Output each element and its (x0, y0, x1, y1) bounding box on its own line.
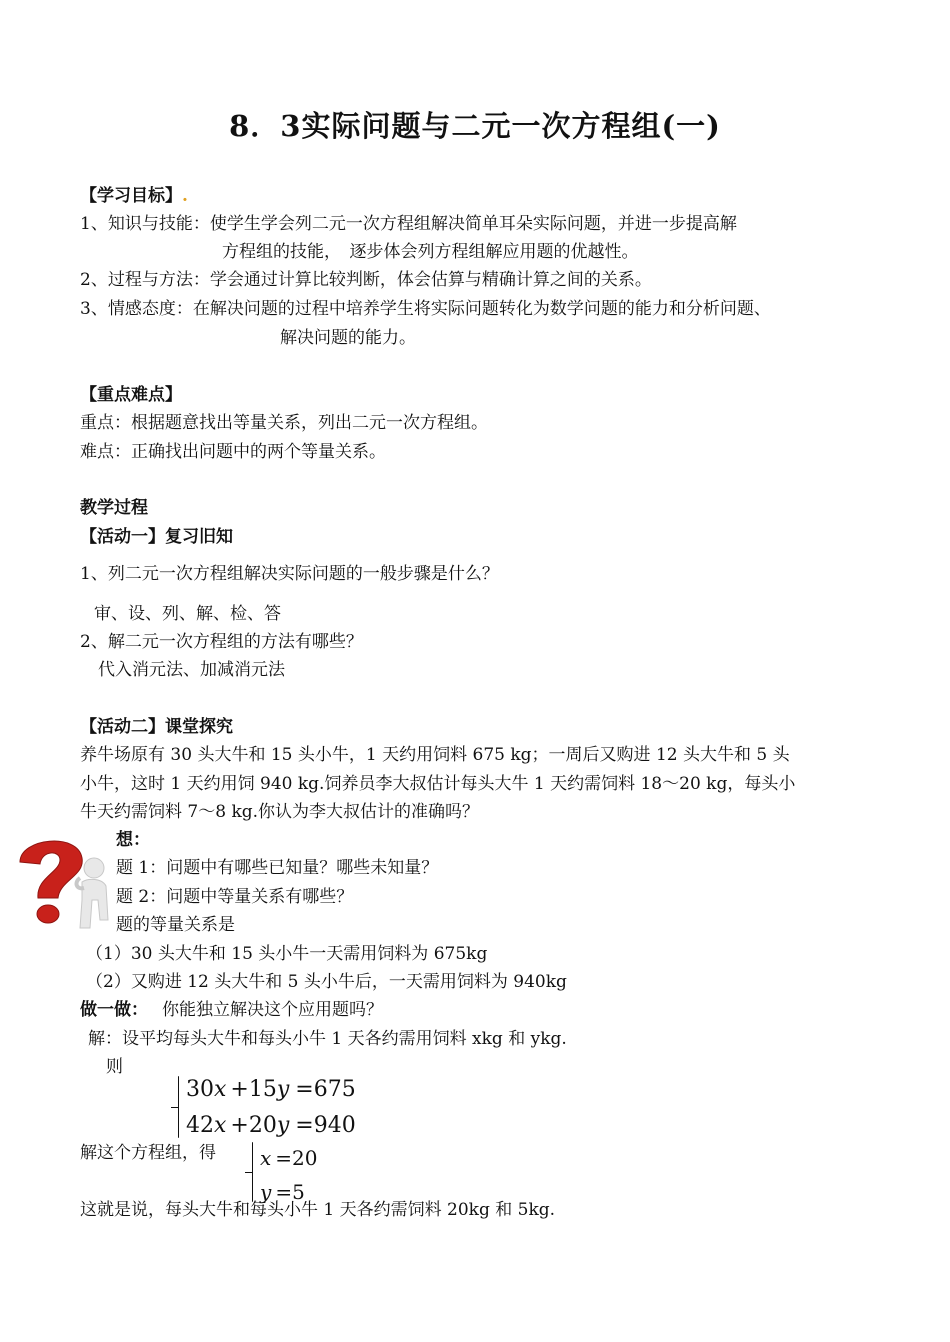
objectives-marker: . (182, 186, 188, 206)
solution-x-value: =20 (275, 1146, 318, 1170)
page-title: 8．3实际问题与二元一次方程组(一) (229, 109, 721, 143)
think-label: 想： (116, 830, 150, 850)
objective-1-line-1: 1、知识与技能：使学生学会列二元一次方程组解决简单耳朵实际问题，并进一步提高解 (80, 214, 737, 234)
review-answer-2: 代入消元法、加减消元法 (98, 660, 285, 680)
eq2-coef-y: +20 (230, 1113, 277, 1138)
think-equality: 题的等量关系是 (116, 915, 235, 935)
conclusion: 这就是说，每头大牛和每头小牛 1 天各约需饲料 20kg 和 5kg. (80, 1200, 556, 1220)
eq2-coef-x: 42 (186, 1113, 214, 1138)
eq1-coef-y: +15 (230, 1077, 277, 1102)
then-label: 则 (106, 1057, 123, 1077)
problem-line-2: 小牛，这时 1 天约用饲 940 kg.饲养员李大叔估计每头大牛 1 天约需饲料 18～20 kg，每头小 (80, 774, 796, 794)
solution-y-value: =5 (275, 1180, 305, 1204)
problem-line-3: 牛天约需饲料 7～8 kg.你认为李大叔估计的准确吗？ (80, 802, 480, 822)
eq1-coef-x: 30 (186, 1077, 214, 1102)
objective-3-line-2: 解决问题的能力。 (280, 328, 416, 348)
process-heading: 教学过程 (80, 498, 148, 518)
solution-y: y =5 (260, 1180, 305, 1204)
do-it-line (80, 1002, 383, 1019)
equation-1: 30x +15y =675 (186, 1077, 356, 1102)
equation-system-brace (178, 1076, 179, 1138)
solution-x: x =20 (260, 1146, 318, 1170)
keypoint-focus: 重点：根据题意找出等量关系，列出二元一次方程组。 (80, 413, 488, 433)
solution-brace (252, 1142, 253, 1202)
review-answer-1: 审、设、列、解、检、答 (94, 604, 281, 624)
do-it-text: 你能独立解决这个应用题吗？ (162, 1000, 383, 1020)
objectives-heading (80, 188, 188, 205)
objective-2: 2、过程与方法：学会通过计算比较判断，体会估算与精确计算之间的关系。 (80, 270, 652, 290)
do-it-label: 做一做： (80, 1000, 148, 1020)
activity-1-heading: 【活动一】复习旧知 (80, 527, 233, 547)
relation-2: （2）又购进 12 头大牛和 5 头小牛后，一天需用饲料为 940kg (86, 972, 567, 992)
think-question-2: 题 2：问题中等量关系有哪些？ (116, 887, 354, 907)
equation-2: 42x +20y =940 (186, 1113, 356, 1138)
relation-1: （1）30 头大牛和 15 头小牛一天需用饲料为 675kg (86, 944, 488, 964)
review-question-2: 2、解二元一次方程组的方法有哪些？ (80, 632, 363, 652)
objective-1-line-2: 方程组的技能， 逐步体会列方程组解应用题的优越性。 (222, 242, 639, 262)
review-question-1: 1、列二元一次方程组解决实际问题的一般步骤是什么？ (80, 564, 499, 584)
eq1-rhs: =675 (295, 1077, 356, 1102)
objectives-heading-text: 【学习目标】 (80, 186, 182, 206)
activity-2-heading: 【活动二】课堂探究 (80, 717, 233, 737)
keypoint-difficulty: 难点：正确找出问题中的两个等量关系。 (80, 442, 386, 462)
solution-setup: 解：设平均每头大牛和每头小牛 1 天各约需用饲料 xkg 和 ykg. (88, 1029, 567, 1049)
problem-line-1: 养牛场原有 30 头大牛和 15 头小牛，1 天约用饲料 675 kg；一周后又购进 12 头大牛和 5 头 (80, 745, 790, 765)
objective-3-line-1: 3、情感态度：在解决问题的过程中培养学生将实际问题转化为数学问题的能力和分析问题、 (80, 299, 771, 319)
keypoints-heading: 【重点难点】 (80, 385, 182, 405)
think-question-1: 题 1：问题中有哪些已知量？哪些未知量？ (116, 858, 439, 878)
solve-text: 解这个方程组，得 (80, 1143, 216, 1163)
eq2-rhs: =940 (295, 1113, 356, 1138)
question-mark-figure-icon (8, 828, 118, 938)
